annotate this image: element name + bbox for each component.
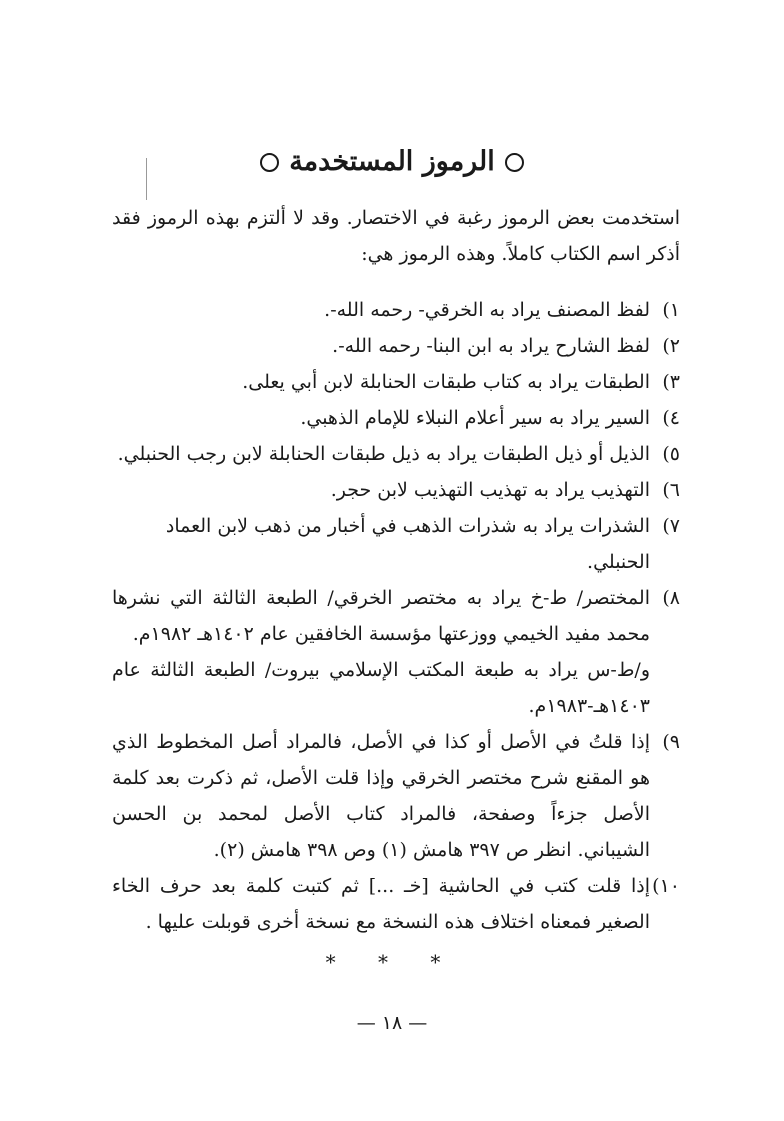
item-number: ٨)	[662, 587, 680, 609]
page-title-block	[0, 142, 784, 182]
item-number: ٤)	[662, 407, 680, 429]
item-text: لفظ المصنف يراد به الخرقي- رحمه الله-.	[324, 299, 650, 321]
item-text: الطبقات يراد به كتاب طبقات الحنابلة لابن أبي يعلى.	[242, 371, 650, 393]
content-body	[112, 200, 680, 940]
item-text: الشذرات يراد به شذرات الذهب في أخبار من ذهب لابن العماد الحنبلي.	[165, 515, 650, 573]
item-number: ٦)	[662, 479, 680, 501]
item-number: ٢)	[662, 335, 680, 357]
section-end-stars: * * *	[325, 950, 459, 974]
item-number: ١)	[662, 299, 680, 321]
list-item	[112, 868, 680, 940]
item-number: ٥)	[662, 443, 680, 465]
list-item	[112, 508, 680, 580]
item-number: ٧)	[662, 515, 680, 537]
list-item	[112, 364, 680, 400]
item-text: إذا قلتُ في الأصل أو كذا في الأصل، فالمراد أصل المخطوط الذي هو المقنع شرح مختصر الخرقي وإذا قلت الأصل، ثم ذكرت بعد كلمة الأصل جزءاً وصفحة، فالمراد كتاب الأصل لمحمد بن الحسن الشيباني. انظر ص ٣٩٧ هامش (١) وص ٣٩٨ هامش (٢).	[112, 731, 650, 861]
circle-ornament-icon	[505, 153, 524, 172]
list-item	[112, 580, 680, 652]
circle-ornament-icon	[260, 153, 279, 172]
page-title: الرموز المستخدمة	[289, 146, 495, 177]
list-item	[112, 328, 680, 364]
list-item	[112, 472, 680, 508]
item-text: التهذيب يراد به تهذيب التهذيب لابن حجر.	[330, 479, 650, 501]
list-item	[112, 436, 680, 472]
item-text: الذيل أو ذيل الطبقات يراد به ذيل طبقات الحنابلة لابن رجب الحنبلي.	[117, 443, 650, 465]
list-item	[112, 400, 680, 436]
item-text: السير يراد به سير أعلام النبلاء للإمام الذهبي.	[300, 407, 650, 429]
intro-paragraph: استخدمت بعض الرموز رغبة في الاختصار. وقد لا ألتزم بهذه الرموز فقد أذكر اسم الكتاب كاملاً. وهذه الرموز هي:	[112, 207, 680, 265]
list-item	[112, 292, 680, 328]
item-subline: و/ط-س يراد به طبعة المكتب الإسلامي بيروت/ الطبعة الثالثة عام ١٤٠٣هـ-١٩٨٣م.	[112, 659, 650, 717]
item-number: ٣)	[662, 371, 680, 393]
item-text: المختصر/ ط-خ يراد به مختصر الخرقي/ الطبعة الثالثة التي نشرها محمد مفيد الخيمي ووزعتها مؤسسة الخافقين عام ١٤٠٢هـ ١٩٨٢م.	[112, 587, 650, 645]
list-item	[112, 724, 680, 868]
item-number: ٩)	[662, 731, 680, 753]
item-text: إذا قلت كتب في الحاشية [خـ ...] ثم كتبت كلمة بعد حرف الخاء الصغير فمعناه اختلاف هذه النسخة مع نسخة أخرى قوبلت عليها .	[112, 875, 650, 933]
page-number: — ١٨ —	[356, 1012, 428, 1034]
item-number: ١٠)	[652, 875, 680, 897]
item-text: لفظ الشارح يراد به ابن البنا- رحمه الله-.	[332, 335, 650, 357]
